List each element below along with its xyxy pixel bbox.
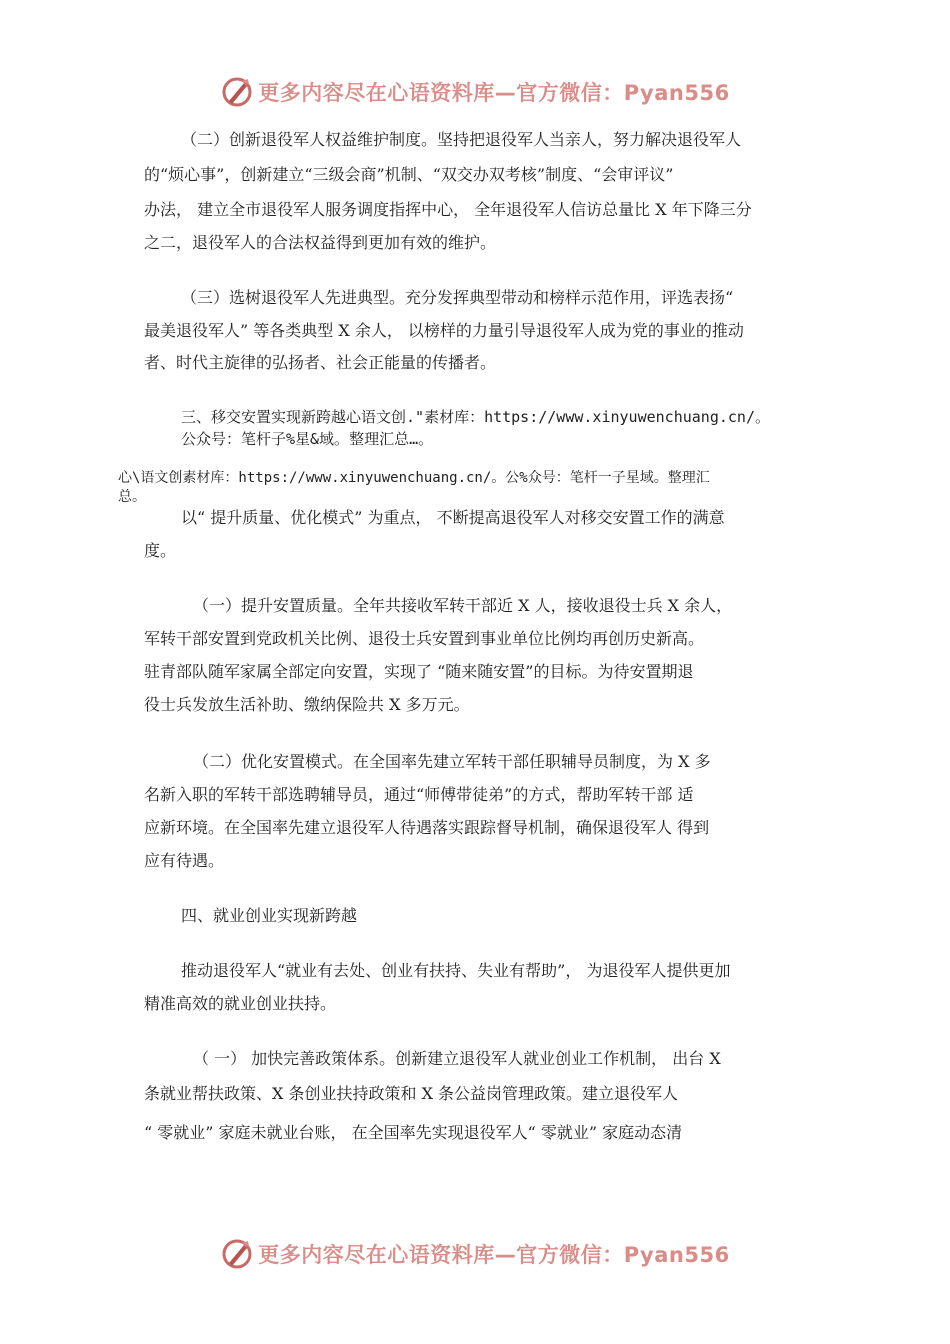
header-watermark-banner bbox=[0, 74, 950, 110]
paragraph-line: 总。 bbox=[118, 489, 146, 505]
paragraph-line: 条就业帮扶政策、X 条创业扶持政策和 X 条公益岗管理政策。建立退役军人 bbox=[144, 1084, 679, 1103]
paragraph-line: （ 一） 加快完善政策体系。创新建立退役军人就业创业工作机制， 出台 X bbox=[193, 1049, 721, 1068]
paragraph-line: 最美退役军人” 等各类典型 X 余人， 以榜样的力量引导退役军人成为党的事业的推动 bbox=[144, 321, 744, 340]
paragraph-line: （一）提升安置质量。全年共接收军转干部近 X 人，接收退役士兵 X 余人， bbox=[193, 596, 733, 615]
paragraph-line: （三）选树退役军人先进典型。充分发挥典型带动和榜样示范作用，评选表扬“ bbox=[181, 288, 734, 307]
paragraph-line: 驻青部队随军家属全部定向安置，实现了 “随来随安置”的目标。为待安置期退 bbox=[144, 662, 694, 681]
paragraph-line: （二）创新退役军人权益维护制度。坚持把退役军人当亲人，努力解决退役军人 bbox=[181, 130, 742, 149]
section-heading: 三、移交安置实现新跨越心语文创."素材库：https://www.xinyuwenchuang.cn/。 bbox=[181, 408, 770, 426]
paragraph-line: 精准高效的就业创业扶持。 bbox=[144, 994, 337, 1013]
paragraph-line: 军转干部安置到党政机关比例、退役士兵安置到事业单位比例均再创历史新高。 bbox=[144, 629, 705, 648]
paragraph-line: 之二，退役军人的合法权益得到更加有效的维护。 bbox=[144, 233, 497, 252]
paragraph-line: （二）优化安置模式。在全国率先建立军转干部任职辅导员制度，为 X 多 bbox=[193, 752, 711, 771]
banner-text: 更多内容尽在心语资料库—官方微信：Pyan556 bbox=[258, 81, 730, 105]
pen-logo-icon bbox=[220, 1237, 254, 1271]
paragraph-line: 名新入职的军转干部选聘辅导员，通过“师傅带徒弟”的方式，帮助军转干部 适 bbox=[144, 785, 694, 804]
paragraph-line: 度。 bbox=[144, 541, 177, 560]
paragraph-line: 者、时代主旋律的弘扬者、社会正能量的传播者。 bbox=[144, 353, 497, 372]
paragraph-line: 办法， 建立全市退役军人服务调度指挥中心， 全年退役军人信访总量比 X 年下降三分 bbox=[144, 200, 752, 219]
paragraph-line: “ 零就业” 家庭未就业台账， 在全国率先实现退役军人“ 零就业” 家庭动态清 bbox=[144, 1123, 683, 1142]
pen-logo-icon bbox=[220, 75, 254, 109]
paragraph-line: 以“ 提升质量、优化模式” 为重点， 不断提高退役军人对移交安置工作的满意 bbox=[181, 508, 725, 527]
paragraph-line: 应有待遇。 bbox=[144, 851, 225, 870]
paragraph-line: 应新环境。在全国率先建立退役军人待遇落实跟踪督导机制，确保退役军人 得到 bbox=[144, 818, 710, 837]
paragraph-line: 公众号：笔杆子%星&域。整理汇总…。 bbox=[181, 430, 434, 448]
banner-text: 更多内容尽在心语资料库—官方微信：Pyan556 bbox=[258, 1243, 730, 1267]
paragraph-line: 役士兵发放生活补助、缴纳保险共 X 多万元。 bbox=[144, 695, 470, 714]
paragraph-line: 心\语文创素材库：https://www.xinyuwenchuang.cn/。公%众号：笔杆一子星域。整理汇 bbox=[118, 470, 710, 486]
paragraph-line: 的“烦心事”，创新建立“三级会商”机制、“双交办双考核”制度、“会审评议” bbox=[144, 165, 674, 184]
section-heading: 四、就业创业实现新跨越 bbox=[181, 906, 358, 925]
paragraph-line: 推动退役军人“就业有去处、创业有扶持、失业有帮助”， 为退役军人提供更加 bbox=[181, 961, 731, 980]
footer-watermark-banner bbox=[0, 1236, 950, 1272]
